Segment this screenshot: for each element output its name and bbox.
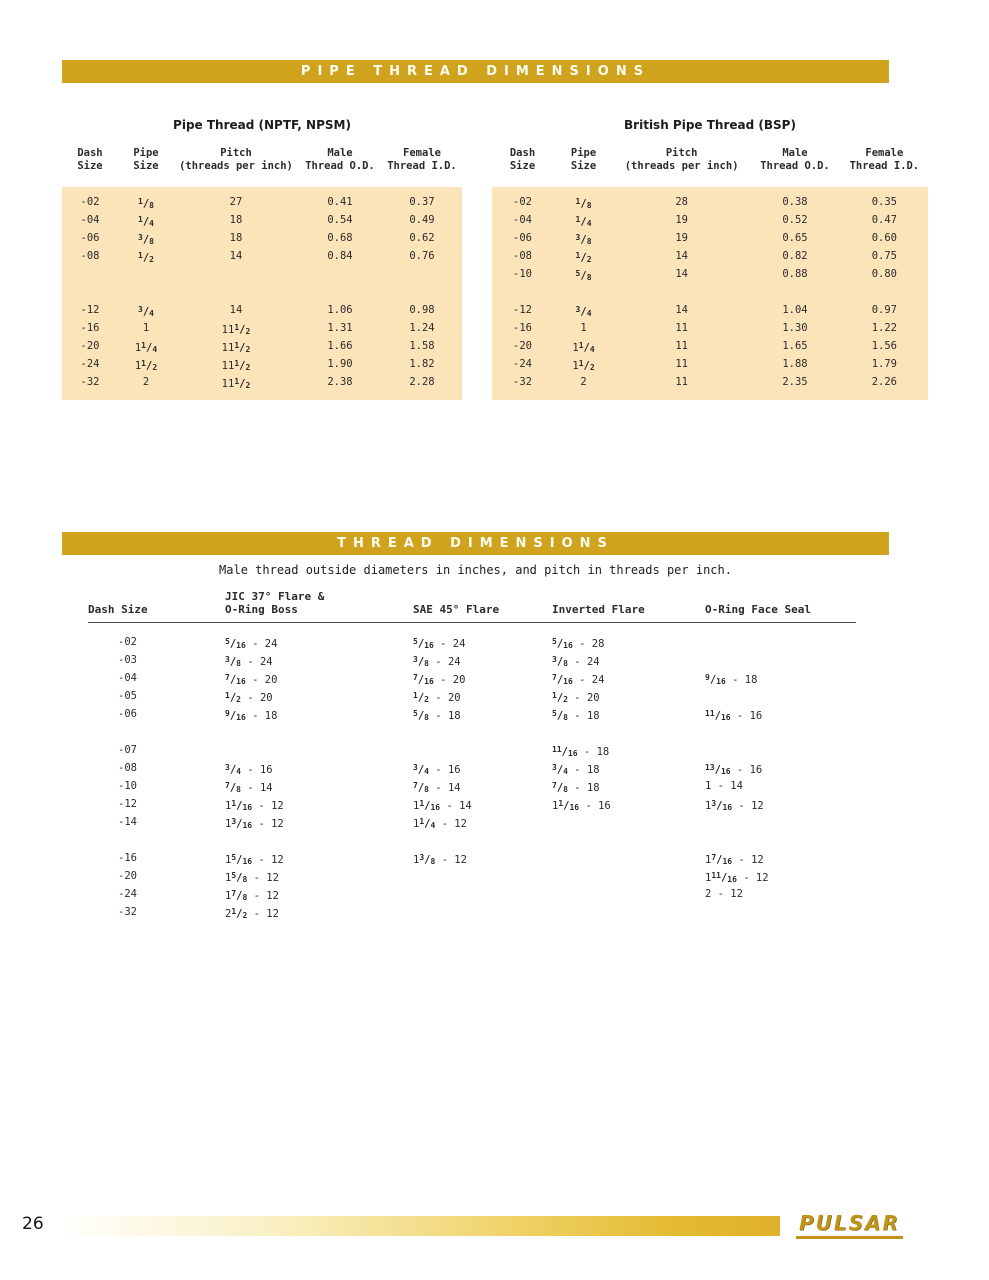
table-cell: -20 <box>118 870 137 882</box>
table-cell: 2.26 <box>871 376 897 388</box>
table-row <box>62 319 462 337</box>
table-cell: $^7/_8 - 14$ <box>225 781 273 794</box>
table-cell: 2.35 <box>782 376 808 388</box>
table-cell <box>413 867 552 885</box>
table-cell: -12 <box>513 304 532 316</box>
table-cell: -07 <box>118 744 137 756</box>
table-row <box>62 247 462 265</box>
table-cell: -16 <box>118 852 137 864</box>
pulsar-logo: PULSAR <box>796 1211 903 1239</box>
table-row <box>88 813 856 831</box>
table-cell: -02 <box>80 196 100 208</box>
table-cell: $^5/_8 - 18$ <box>552 709 600 722</box>
table-cell: $^1/_4$ <box>138 215 154 228</box>
table-cell: $1^1/_2$ <box>134 359 158 372</box>
table-cell: 0.38 <box>782 196 808 208</box>
table-row <box>62 355 462 373</box>
table-row <box>88 669 856 687</box>
table-cell: $^3/_4 - 16$ <box>225 763 273 776</box>
table-cell: -08 <box>118 762 137 774</box>
column-header: Inverted Flare <box>552 603 645 616</box>
table-cell: 0.97 <box>871 304 897 316</box>
thread-dimensions-section-title: THREAD DIMENSIONS <box>337 536 614 551</box>
table-cell: -08 <box>513 250 532 262</box>
pipe-thread-section-title: PIPE THREAD DIMENSIONS <box>300 64 651 79</box>
table-cell: $1^5/_{16} - 12$ <box>225 853 284 866</box>
table-cell: $^5/_{16} - 24$ <box>225 637 278 650</box>
table-cell: 0.76 <box>409 250 435 262</box>
table-cell: $11^1/_2$ <box>221 341 251 354</box>
table-cell: $1^1/_{16} - 16$ <box>552 799 611 812</box>
table-row <box>62 373 462 391</box>
table-cell: -20 <box>513 340 532 352</box>
column-header: Dash Size <box>509 147 536 172</box>
table-cell: 0.65 <box>782 232 808 244</box>
table-cell: $1^1/_{16} - 14$ <box>413 799 472 812</box>
table-cell: -24 <box>118 888 137 900</box>
table-cell: $^1/_2 - 20$ <box>552 691 600 704</box>
table-row <box>88 687 856 705</box>
pipe-thread-section-bar <box>62 60 889 83</box>
nptf-table-header-row <box>62 147 462 173</box>
table-cell: 0.84 <box>327 250 353 262</box>
footer-gradient-band <box>58 1216 780 1236</box>
table-cell: $1^1/_4 - 12$ <box>413 817 467 830</box>
table-cell: 2 <box>580 376 587 388</box>
table-cell: $1^1/_{16} - 12$ <box>225 799 284 812</box>
table-cell: 2 <box>142 376 150 388</box>
table-cell: $^1/_8$ <box>138 197 154 210</box>
table-cell: $1^1/_4$ <box>572 341 595 354</box>
table-cell: $^1/_4$ <box>575 215 592 228</box>
table-cell: -32 <box>80 376 100 388</box>
table-cell: $^1/_2$ <box>138 251 154 264</box>
column-header: Dash Size <box>88 603 148 616</box>
column-header: Male Thread O.D. <box>305 147 375 172</box>
table-cell: -32 <box>118 906 137 918</box>
table-cell: $^1/_8$ <box>575 197 592 210</box>
column-header: Male Thread O.D. <box>760 147 830 172</box>
column-header: JIC 37° Flare & O-Ring Boss <box>225 590 325 616</box>
table-cell: $1^1/_4$ <box>134 341 158 354</box>
table-cell: 1.65 <box>782 340 808 352</box>
table-cell: 0.68 <box>327 232 353 244</box>
table-cell <box>552 849 705 867</box>
table-cell: $^7/_{16} - 24$ <box>552 673 605 686</box>
column-header: Female Thread I.D. <box>387 147 457 172</box>
table-cell: $^7/_8 - 18$ <box>552 781 600 794</box>
column-header: Pipe Size <box>133 147 159 172</box>
table-row <box>88 885 856 903</box>
bsp-table-caption: British Pipe Thread (BSP) <box>624 118 796 132</box>
table-cell: 0.60 <box>871 232 897 244</box>
table-row <box>492 265 928 283</box>
table-cell: $1^{11}/_{16} - 12$ <box>705 871 769 884</box>
table-cell: $1^7/_8 - 12$ <box>225 889 279 902</box>
table-cell: 19 <box>675 232 688 244</box>
table-cell: $^5/_8 - 18$ <box>413 709 461 722</box>
table-row <box>88 849 856 867</box>
table-row <box>62 301 462 319</box>
table-cell <box>552 813 705 831</box>
table-row <box>492 337 928 355</box>
table-cell: $1^1/_2$ <box>572 359 595 372</box>
table-cell: $^{11}/_{16} - 16$ <box>705 709 763 722</box>
table-cell: $^{13}/_{16} - 16$ <box>705 763 763 776</box>
table-row <box>492 229 928 247</box>
table-row <box>62 211 462 229</box>
table-cell: -06 <box>513 232 532 244</box>
table-row <box>88 777 856 795</box>
table-cell: 0.47 <box>871 214 897 226</box>
table-row <box>88 651 856 669</box>
table-cell: $^7/_8 - 14$ <box>413 781 461 794</box>
nptf-table <box>62 118 462 400</box>
table-cell: -02 <box>513 196 532 208</box>
table-row <box>62 337 462 355</box>
table-cell: 1.30 <box>782 322 808 334</box>
table-cell <box>552 867 705 885</box>
table-cell: $^7/_{16} - 20$ <box>413 673 466 686</box>
bsp-table-body <box>492 187 928 400</box>
table-cell: 14 <box>675 250 688 262</box>
table-cell: -12 <box>118 798 137 810</box>
table-cell: $^1/_2 - 20$ <box>413 691 461 704</box>
table-cell: $^7/_{16} - 20$ <box>225 673 278 686</box>
table-cell <box>705 687 856 705</box>
table-cell: -10 <box>118 780 137 792</box>
table-row <box>88 741 856 759</box>
table-cell: -10 <box>513 268 532 280</box>
table-cell: 28 <box>675 196 688 208</box>
table-cell: $1^7/_{16} - 12$ <box>705 853 764 866</box>
table-cell: $^3/_4$ <box>575 305 592 318</box>
column-header: Pipe Size <box>570 147 597 172</box>
table-cell: 1 <box>142 322 150 334</box>
table-cell <box>705 813 856 831</box>
table-cell: 1 - 14 <box>705 780 743 792</box>
table-row <box>492 373 928 391</box>
table-row <box>492 247 928 265</box>
table-cell: 1.31 <box>327 322 353 334</box>
table-cell: 2.28 <box>409 376 435 388</box>
thread-table-header-row <box>88 590 856 623</box>
table-cell: 1.06 <box>327 304 353 316</box>
table-cell: -16 <box>80 322 100 334</box>
table-cell: 1.79 <box>871 358 897 370</box>
table-cell: $11^1/_2$ <box>221 323 251 336</box>
table-cell: 2.38 <box>327 376 353 388</box>
table-cell: 0.98 <box>409 304 435 316</box>
table-cell: 0.62 <box>409 232 435 244</box>
table-cell: 14 <box>675 268 688 280</box>
table-cell: $^1/_2$ <box>575 251 592 264</box>
table-cell: 1.58 <box>409 340 435 352</box>
table-row <box>62 193 462 211</box>
table-cell: -24 <box>80 358 100 370</box>
table-cell <box>413 885 552 903</box>
thread-dimensions-subtitle: Male thread outside diameters in inches, and pitch in threads per inch. <box>219 563 732 577</box>
table-cell: $^3/_8 - 24$ <box>413 655 461 668</box>
column-header: Dash Size <box>77 147 103 172</box>
table-cell: $^5/_{16} - 24$ <box>413 637 466 650</box>
table-cell: $^3/_8$ <box>138 233 154 246</box>
nptf-table-body <box>62 187 462 400</box>
table-cell: 11 <box>675 322 688 334</box>
pipe-thread-tables <box>62 118 928 400</box>
table-cell: $^3/_4 - 18$ <box>552 763 600 776</box>
table-cell: $^{11}/_{16} - 18$ <box>552 745 610 758</box>
table-cell: 1.04 <box>782 304 808 316</box>
column-header: O-Ring Face Seal <box>705 603 811 616</box>
table-row <box>88 759 856 777</box>
table-row <box>88 867 856 885</box>
table-cell: $^9/_{16} - 18$ <box>225 709 278 722</box>
table-cell <box>552 903 705 921</box>
table-cell: 14 <box>675 304 688 316</box>
table-cell: $^5/_8$ <box>575 269 592 282</box>
table-cell: -05 <box>118 690 137 702</box>
table-row <box>88 633 856 651</box>
table-cell: 1.90 <box>327 358 353 370</box>
table-cell <box>225 741 413 759</box>
table-row <box>492 355 928 373</box>
table-cell: -06 <box>80 232 100 244</box>
table-cell: -04 <box>118 672 137 684</box>
page-number: 26 <box>22 1214 44 1234</box>
table-cell: 1.66 <box>327 340 353 352</box>
table-cell <box>705 651 856 669</box>
table-cell: 1.56 <box>871 340 897 352</box>
table-row <box>492 193 928 211</box>
table-cell: 14 <box>229 304 243 316</box>
table-row <box>492 319 928 337</box>
table-cell: -03 <box>118 654 137 666</box>
table-cell: 11 <box>675 358 688 370</box>
table-cell: 0.82 <box>782 250 808 262</box>
thread-dimensions-section-bar <box>62 532 889 555</box>
table-row <box>88 705 856 723</box>
table-cell: $^9/_{16} - 18$ <box>705 673 758 686</box>
nptf-table-caption: Pipe Thread (NPTF, NPSM) <box>173 118 351 132</box>
table-cell: 0.35 <box>871 196 897 208</box>
table-cell: -20 <box>80 340 100 352</box>
table-cell: $1^3/_{16} - 12$ <box>705 799 764 812</box>
table-cell: $1^3/_{16} - 12$ <box>225 817 284 830</box>
table-cell: 0.37 <box>409 196 435 208</box>
table-cell: 0.49 <box>409 214 435 226</box>
table-cell: $1^3/_8 - 12$ <box>413 853 467 866</box>
table-cell: -16 <box>513 322 532 334</box>
table-cell <box>413 903 552 921</box>
column-header: Pitch (threads per inch) <box>179 147 293 172</box>
table-cell: -12 <box>80 304 100 316</box>
table-cell: 14 <box>229 250 243 262</box>
table-cell: 0.41 <box>327 196 353 208</box>
bsp-table-header-row <box>492 147 928 173</box>
table-row <box>492 211 928 229</box>
table-cell: 11 <box>675 340 688 352</box>
table-cell: -24 <box>513 358 532 370</box>
table-cell: -04 <box>513 214 532 226</box>
table-cell: $11^1/_2$ <box>221 359 251 372</box>
table-cell: 27 <box>229 196 243 208</box>
table-cell: $^3/_8$ <box>575 233 592 246</box>
table-cell: -08 <box>80 250 100 262</box>
table-cell: 0.88 <box>782 268 808 280</box>
table-row <box>62 229 462 247</box>
table-cell: 1.24 <box>409 322 435 334</box>
table-cell <box>705 633 856 651</box>
table-cell: -32 <box>513 376 532 388</box>
table-cell: 2 - 12 <box>705 888 743 900</box>
table-cell <box>552 885 705 903</box>
table-cell <box>705 903 856 921</box>
table-cell: $2^1/_2 - 12$ <box>225 907 279 920</box>
table-cell: 11 <box>675 376 688 388</box>
table-cell: $1^5/_8 - 12$ <box>225 871 279 884</box>
table-cell: -06 <box>118 708 137 720</box>
table-cell: 18 <box>229 214 243 226</box>
table-row <box>88 795 856 813</box>
table-cell: 1.22 <box>871 322 897 334</box>
column-header: SAE 45° Flare <box>413 603 500 616</box>
table-cell: 1.82 <box>409 358 435 370</box>
table-cell: $^5/_{16} - 28$ <box>552 637 605 650</box>
table-cell <box>705 741 856 759</box>
table-cell: $^3/_8 - 24$ <box>552 655 600 668</box>
table-cell: -04 <box>80 214 100 226</box>
table-cell: 1 <box>580 322 587 334</box>
column-header: Female Thread I.D. <box>849 147 920 172</box>
table-cell: -02 <box>118 636 137 648</box>
table-row <box>492 301 928 319</box>
table-cell: $^1/_2 - 20$ <box>225 691 273 704</box>
table-cell: $^3/_4$ <box>138 305 154 318</box>
thread-dimensions-table <box>88 590 856 921</box>
column-header: Pitch (threads per inch) <box>624 147 739 172</box>
table-cell: $11^1/_2$ <box>221 377 251 390</box>
table-cell: $^3/_8 - 24$ <box>225 655 273 668</box>
table-cell: -14 <box>118 816 137 828</box>
table-cell: 0.80 <box>871 268 897 280</box>
thread-table-body <box>88 633 856 921</box>
bsp-table <box>492 118 928 400</box>
table-row <box>88 903 856 921</box>
table-cell: 19 <box>675 214 688 226</box>
table-cell: $^3/_4 - 16$ <box>413 763 461 776</box>
table-cell: 0.52 <box>782 214 808 226</box>
table-cell: 1.88 <box>782 358 808 370</box>
table-cell: 18 <box>229 232 243 244</box>
table-cell: 0.54 <box>327 214 353 226</box>
table-cell: 0.75 <box>871 250 897 262</box>
table-cell <box>413 741 552 759</box>
